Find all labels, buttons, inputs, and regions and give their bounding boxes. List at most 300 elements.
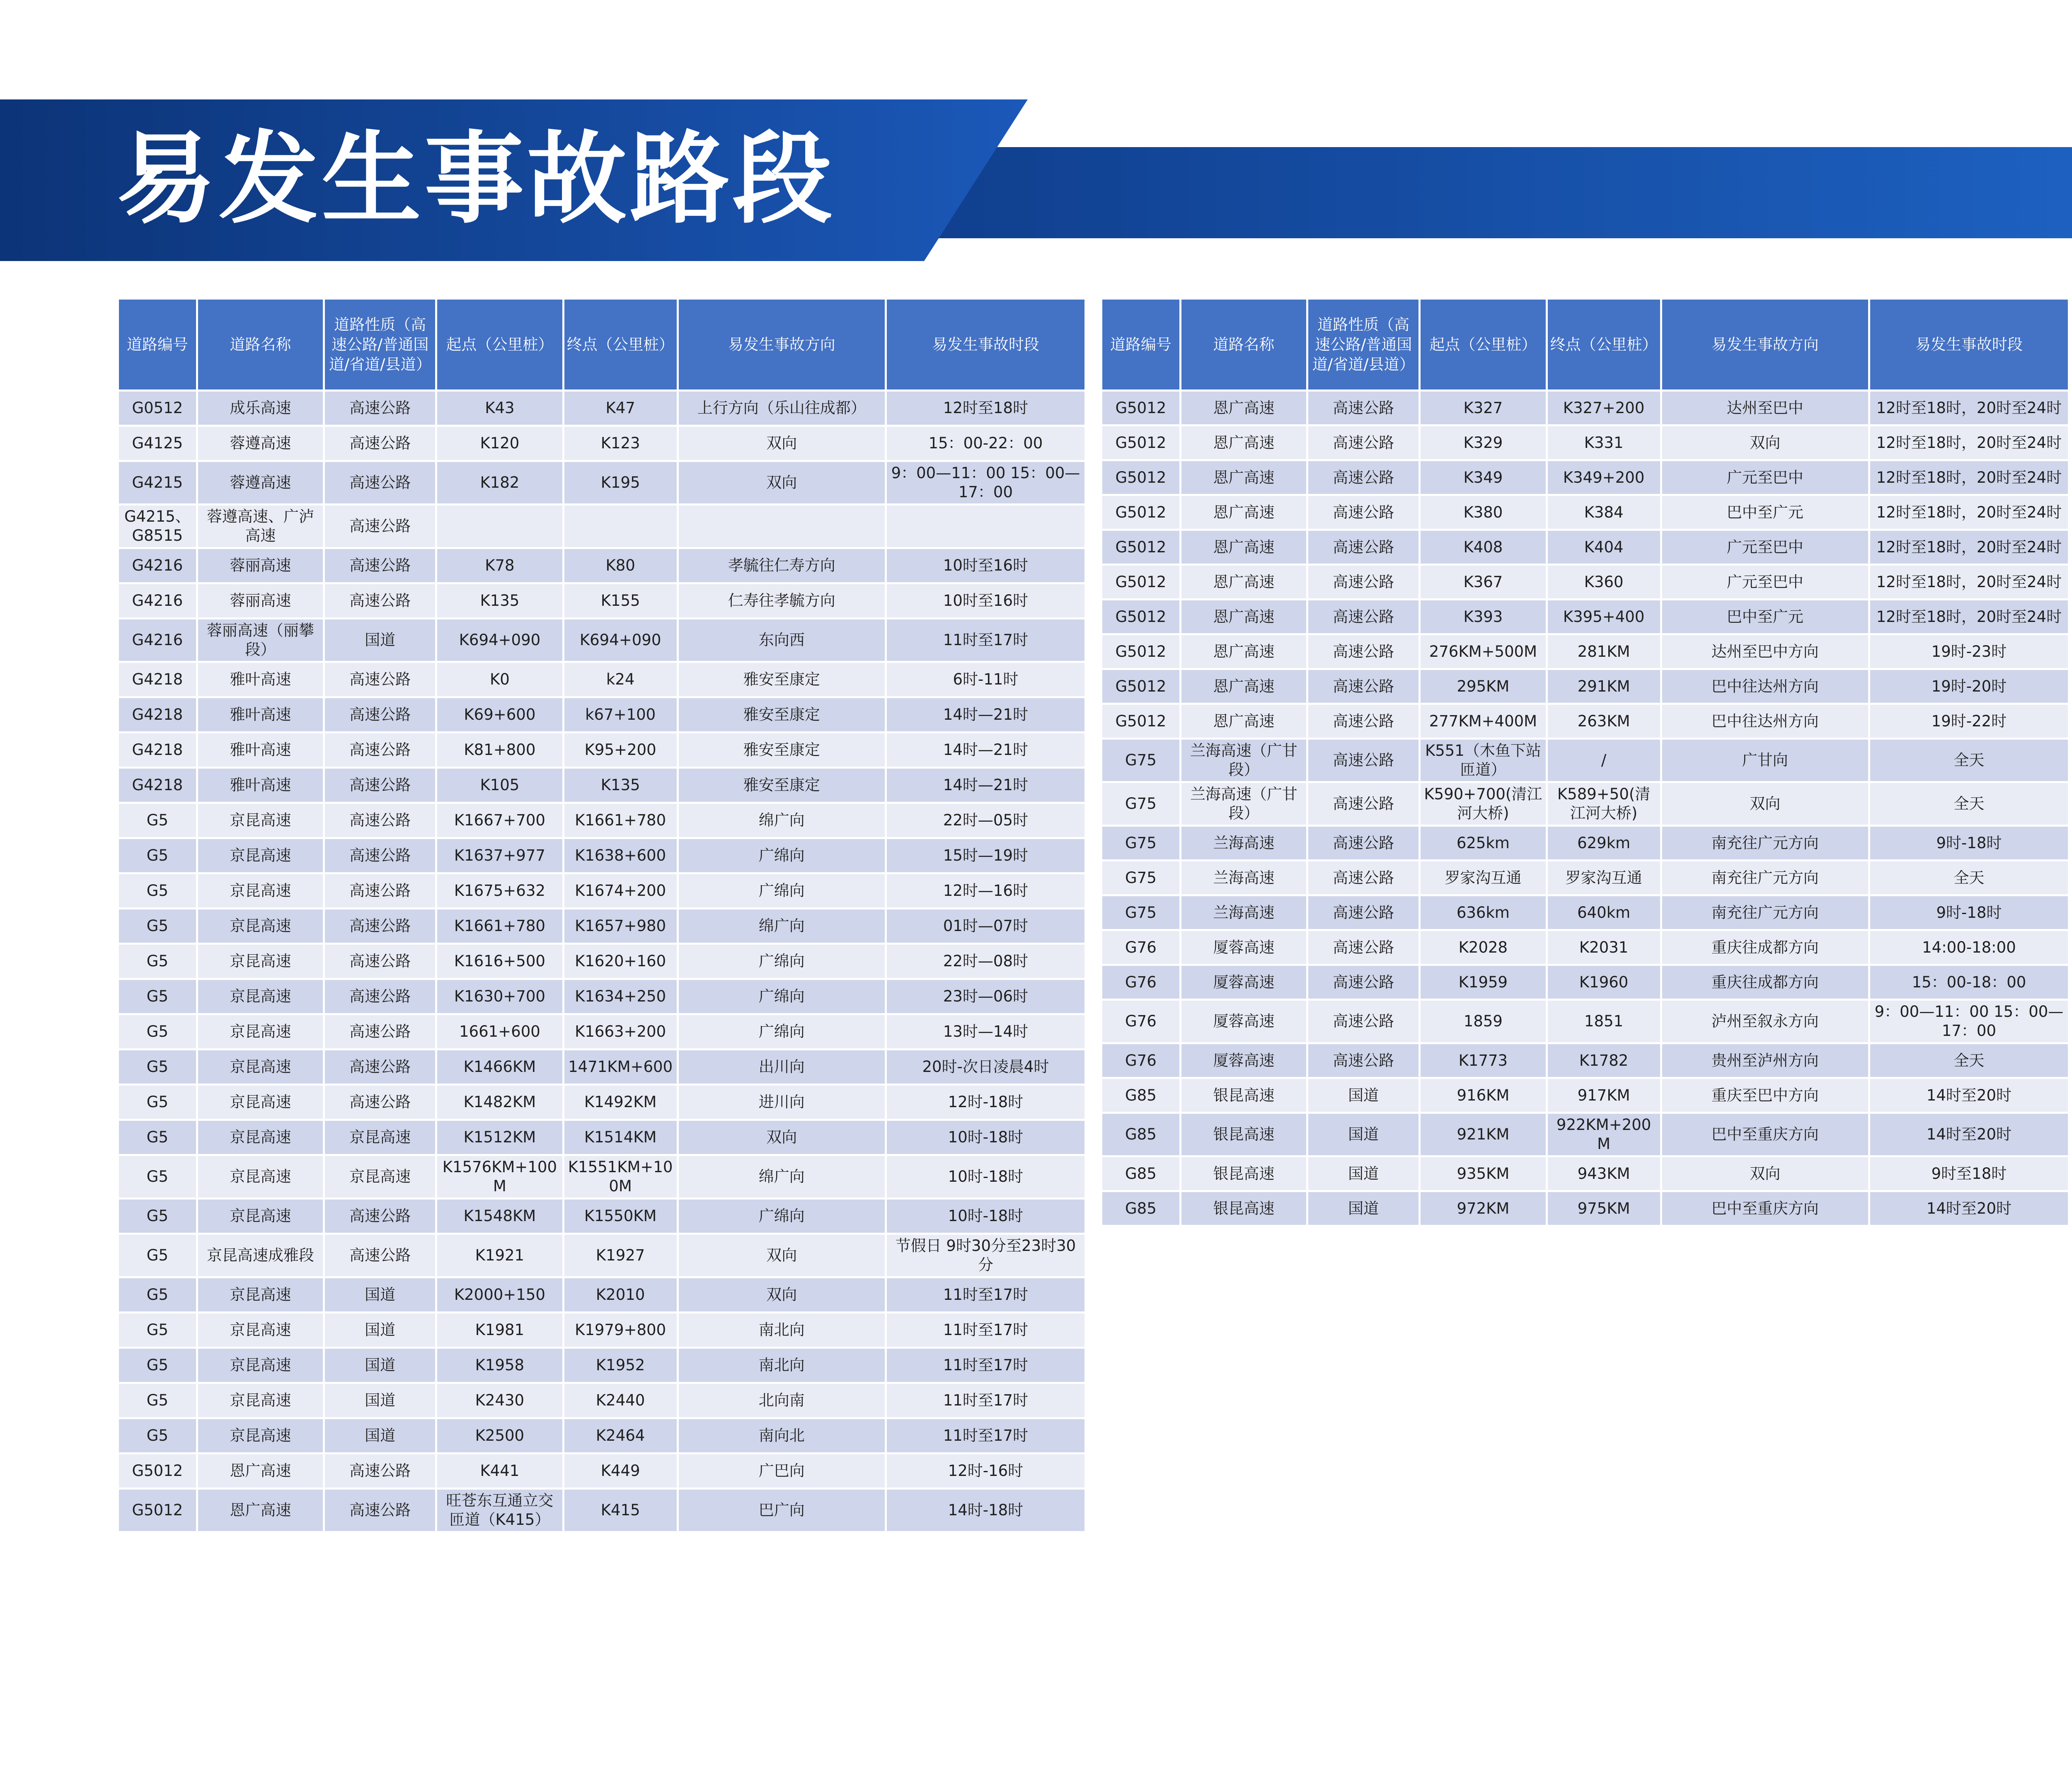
cell-accident-direction: 重庆往成都方向 [1662,931,1868,964]
cell-road-type: 高速公路 [1308,426,1418,459]
cell-road-code: G76 [1102,1001,1179,1042]
cell-end-stake: K1657+980 [564,910,677,943]
cell-road-code: G76 [1102,1044,1179,1077]
column-header-road-type: 道路性质（高速公路/普通国道/省道/县道） [325,300,435,389]
cell-road-name: 恩广高速 [1181,496,1306,529]
cell-road-type: 京昆高速 [325,1156,435,1197]
cell-accident-direction: 上行方向（乐山往成都） [679,392,885,425]
cell-accident-period: 10时至16时 [887,584,1084,617]
cell-end-stake: 975KM [1548,1192,1660,1225]
cell-accident-period: 22时—05时 [887,804,1084,837]
table-row [1102,1001,2068,1042]
cell-road-name: 银昆高速 [1181,1079,1306,1112]
cell-accident-direction: 南充往广元方向 [1662,861,1868,894]
cell-accident-period: 14时至20时 [1870,1114,2068,1155]
cell-accident-direction [679,506,885,547]
table-row [1102,966,2068,999]
cell-road-type: 高速公路 [325,1490,435,1531]
cell-end-stake: K2031 [1548,931,1660,964]
cell-road-code: G5 [119,1313,196,1347]
cell-road-type: 国道 [325,1313,435,1347]
table-row [1102,740,2068,781]
cell-road-name: 蓉丽高速 [198,584,323,617]
cell-accident-period: 11时至17时 [887,1384,1084,1417]
cell-road-type: 高速公路 [325,506,435,547]
cell-start-stake: K393 [1421,600,1545,633]
table-row [1102,670,2068,703]
cell-end-stake: K384 [1548,496,1660,529]
cell-road-code: G5012 [1102,705,1179,738]
cell-road-type: 高速公路 [325,769,435,802]
cell-road-type: 国道 [1308,1192,1418,1225]
cell-accident-period: 19时-23时 [1870,635,2068,668]
table-row [119,1490,1084,1531]
cell-road-name: 蓉遵高速 [198,462,323,503]
column-header-accident-period: 易发生事故时段 [887,300,1084,389]
cell-start-stake: K1981 [437,1313,562,1347]
cell-road-name: 京昆高速 [198,1419,323,1452]
cell-end-stake: K694+090 [564,619,677,661]
cell-accident-direction: 雅安至康定 [679,663,885,696]
cell-road-code: G5 [119,945,196,978]
cell-road-code: G5 [119,1086,196,1119]
cell-end-stake: K1674+200 [564,874,677,907]
cell-accident-direction: 广元至巴中 [1662,461,1868,494]
cell-accident-direction: 双向 [679,1121,885,1154]
table-row [1102,1157,2068,1190]
cell-road-type: 高速公路 [1308,496,1418,529]
table-row [119,874,1084,907]
cell-end-stake: 1471KM+600 [564,1050,677,1084]
cell-road-name: 京昆高速 [198,1156,323,1197]
cell-road-code: G75 [1102,896,1179,929]
table-row [1102,1044,2068,1077]
cell-end-stake: K1782 [1548,1044,1660,1077]
table-row [1102,705,2068,738]
cell-accident-direction: 广绵向 [679,1200,885,1233]
cell-accident-period: 23时—06时 [887,980,1084,1013]
cell-road-type: 国道 [325,1278,435,1311]
table-row [119,1313,1084,1347]
table-row [1102,600,2068,633]
cell-road-code: G5012 [1102,531,1179,564]
cell-accident-direction: 贵州至泸州方向 [1662,1044,1868,1077]
cell-start-stake: K81+800 [437,733,562,767]
cell-accident-period: 12时至18时，20时至24时 [1870,426,2068,459]
table-row [119,392,1084,425]
table-row [1102,426,2068,459]
cell-road-name: 恩广高速 [1181,635,1306,668]
cell-road-type: 高速公路 [325,804,435,837]
cell-road-code: G5 [119,1419,196,1452]
cell-end-stake: K1514KM [564,1121,677,1154]
cell-road-code: G85 [1102,1114,1179,1155]
cell-road-name: 京昆高速 [198,945,323,978]
table-row [1102,392,2068,424]
cell-start-stake: 276KM+500M [1421,635,1545,668]
cell-road-code: G5012 [1102,496,1179,529]
cell-road-code: G0512 [119,392,196,425]
table-row [119,1200,1084,1233]
cell-end-stake: 943KM [1548,1157,1660,1190]
cell-end-stake: 640km [1548,896,1660,929]
cell-road-name: 京昆高速 [198,1313,323,1347]
cell-road-code: G4216 [119,619,196,661]
cell-start-stake: K1773 [1421,1044,1545,1077]
cell-accident-direction: 雅安至康定 [679,769,885,802]
cell-road-type: 高速公路 [325,980,435,1013]
cell-end-stake: K360 [1548,566,1660,598]
cell-end-stake: K1492KM [564,1086,677,1119]
cell-road-type: 高速公路 [1308,1044,1418,1077]
cell-end-stake: K1960 [1548,966,1660,999]
cell-end-stake: K47 [564,392,677,425]
cell-road-code: G5012 [1102,670,1179,703]
cell-road-name: 恩广高速 [1181,531,1306,564]
table-row [119,1454,1084,1488]
cell-road-code: G5012 [119,1490,196,1531]
cell-accident-direction: 南向北 [679,1419,885,1452]
cell-road-type: 国道 [1308,1157,1418,1190]
cell-road-code: G4218 [119,769,196,802]
table-row [119,584,1084,617]
cell-start-stake: K1630+700 [437,980,562,1013]
banner-bar-right [928,147,2072,238]
cell-end-stake: K327+200 [1548,392,1660,424]
cell-accident-direction: 南充往广元方向 [1662,827,1868,859]
cell-accident-direction: 绵广向 [679,910,885,943]
cell-start-stake: K78 [437,549,562,582]
cell-start-stake: K694+090 [437,619,562,661]
cell-road-name: 雅叶高速 [198,663,323,696]
cell-road-type: 高速公路 [325,663,435,696]
cell-accident-period: 11时至17时 [887,619,1084,661]
cell-accident-period: 12时至18时，20时至24时 [1870,531,2068,564]
cell-road-type: 国道 [1308,1079,1418,1112]
cell-accident-period: 6时-11时 [887,663,1084,696]
cell-road-name: 雅叶高速 [198,769,323,802]
cell-road-name: 雅叶高速 [198,733,323,767]
table-row [1102,1114,2068,1155]
cell-road-type: 国道 [1308,1114,1418,1155]
cell-road-code: G4215 [119,462,196,503]
cell-accident-direction: 泸州至叙永方向 [1662,1001,1868,1042]
cell-start-stake: K329 [1421,426,1545,459]
cell-road-code: G4216 [119,584,196,617]
cell-road-type: 高速公路 [325,1454,435,1488]
cell-road-code: G4216 [119,549,196,582]
cell-start-stake: K1959 [1421,966,1545,999]
cell-end-stake [564,506,677,547]
cell-road-type: 高速公路 [325,549,435,582]
cell-accident-direction: 广绵向 [679,980,885,1013]
cell-road-name: 京昆高速 [198,910,323,943]
cell-accident-period: 14时至20时 [1870,1192,2068,1225]
cell-start-stake: 921KM [1421,1114,1545,1155]
cell-road-name: 恩广高速 [198,1454,323,1488]
column-header-road-type: 道路性质（高速公路/普通国道/省道/县道） [1308,300,1418,389]
cell-road-code: G75 [1102,827,1179,859]
cell-start-stake: K327 [1421,392,1545,424]
cell-road-code: G5 [119,1235,196,1276]
cell-road-name: 成乐高速 [198,392,323,425]
cell-start-stake: K1576KM+100M [437,1156,562,1197]
cell-accident-direction: 双向 [679,427,885,460]
cell-road-type: 国道 [325,1349,435,1382]
cell-end-stake: K95+200 [564,733,677,767]
cell-accident-direction: 北向南 [679,1384,885,1417]
cell-road-name: 恩广高速 [1181,670,1306,703]
table-row [119,1278,1084,1311]
cell-start-stake: 295KM [1421,670,1545,703]
cell-road-type: 高速公路 [1308,461,1418,494]
cell-road-code: G5012 [1102,566,1179,598]
cell-road-name: 京昆高速 [198,1050,323,1084]
cell-accident-direction: 双向 [679,1235,885,1276]
cell-accident-direction: 重庆往成都方向 [1662,966,1868,999]
cell-road-name: 厦蓉高速 [1181,966,1306,999]
cell-end-stake: K349+200 [1548,461,1660,494]
cell-road-type: 高速公路 [1308,531,1418,564]
cell-road-name: 京昆高速 [198,1200,323,1233]
table-row [1102,827,2068,859]
cell-road-type: 高速公路 [325,839,435,872]
cell-road-code: G5012 [1102,426,1179,459]
cell-accident-direction: 双向 [679,462,885,503]
cell-road-name: 恩广高速 [1181,461,1306,494]
cell-accident-direction: 南北向 [679,1313,885,1347]
cell-road-type: 高速公路 [1308,827,1418,859]
cell-start-stake: K43 [437,392,562,425]
cell-start-stake: K2500 [437,1419,562,1452]
table-row [119,549,1084,582]
cell-road-name: 厦蓉高速 [1181,1044,1306,1077]
table-row [119,698,1084,731]
cell-road-code: G4215、G8515 [119,506,196,547]
cell-end-stake: K404 [1548,531,1660,564]
cell-end-stake: / [1548,740,1660,781]
cell-accident-period: 12时至18时，20时至24时 [1870,600,2068,633]
cell-end-stake: K589+50(清江河大桥) [1548,783,1660,825]
cell-start-stake: K1482KM [437,1086,562,1119]
cell-start-stake: 1661+600 [437,1015,562,1048]
cell-start-stake: 罗家沟互通 [1421,861,1545,894]
cell-start-stake: K367 [1421,566,1545,598]
cell-accident-direction: 绵广向 [679,1156,885,1197]
cell-end-stake: K2010 [564,1278,677,1311]
cell-end-stake: K2440 [564,1384,677,1417]
cell-accident-period: 15时—19时 [887,839,1084,872]
table-row [119,506,1084,547]
cell-end-stake: K1550KM [564,1200,677,1233]
table-row [119,804,1084,837]
column-header-road-code: 道路编号 [119,300,196,389]
cell-accident-period: 12时至18时，20时至24时 [1870,392,2068,424]
cell-road-type: 高速公路 [325,1086,435,1119]
cell-accident-direction: 巴中至广元 [1662,600,1868,633]
cell-accident-direction: 双向 [1662,783,1868,825]
cell-road-code: G5012 [1102,392,1179,424]
cell-road-type: 高速公路 [325,733,435,767]
cell-road-name: 京昆高速 [198,839,323,872]
cell-accident-period: 14时—21时 [887,698,1084,731]
cell-end-stake: K1551KM+100M [564,1156,677,1197]
table-row [1102,531,2068,564]
cell-road-type: 高速公路 [325,427,435,460]
cell-accident-direction: 广绵向 [679,839,885,872]
cell-road-code: G5 [119,1015,196,1048]
cell-start-stake: K69+600 [437,698,562,731]
cell-road-type: 高速公路 [325,1200,435,1233]
table-row [119,1384,1084,1417]
cell-end-stake: K1634+250 [564,980,677,1013]
cell-end-stake: k24 [564,663,677,696]
road-table-left [117,298,1087,1533]
cell-start-stake: K1667+700 [437,804,562,837]
table-row [119,619,1084,661]
cell-accident-direction: 出川向 [679,1050,885,1084]
cell-end-stake: 281KM [1548,635,1660,668]
cell-start-stake: K182 [437,462,562,503]
cell-accident-direction: 巴中往达州方向 [1662,670,1868,703]
cell-start-stake: K1958 [437,1349,562,1382]
cell-end-stake: K1979+800 [564,1313,677,1347]
cell-start-stake: K380 [1421,496,1545,529]
cell-accident-period: 12时至18时，20时至24时 [1870,566,2068,598]
table-row [119,769,1084,802]
cell-start-stake: 625km [1421,827,1545,859]
table-row [119,1050,1084,1084]
cell-accident-period: 11时至17时 [887,1313,1084,1347]
table-row [119,945,1084,978]
cell-road-type: 高速公路 [1308,966,1418,999]
cell-road-code: G5012 [1102,600,1179,633]
cell-accident-period: 12时-16时 [887,1454,1084,1488]
column-header-accident-direction: 易发生事故方向 [1662,300,1868,389]
cell-road-type: 高速公路 [325,945,435,978]
cell-start-stake: K441 [437,1454,562,1488]
table-row [1102,635,2068,668]
cell-road-code: G5 [119,804,196,837]
table-row [1102,783,2068,825]
cell-accident-period: 9：00—11：00 15：00—17：00 [1870,1001,2068,1042]
cell-start-stake: K120 [437,427,562,460]
cell-accident-period [887,506,1084,547]
cell-accident-direction: 双向 [1662,426,1868,459]
cell-accident-direction: 广绵向 [679,945,885,978]
cell-accident-period: 12时至18时 [887,392,1084,425]
cell-road-code: G5 [119,980,196,1013]
table-row [1102,931,2068,964]
cell-accident-direction: 广绵向 [679,874,885,907]
cell-accident-period: 全天 [1870,783,2068,825]
cell-road-code: G4218 [119,733,196,767]
table-row [1102,896,2068,929]
cell-road-code: G5 [119,1121,196,1154]
cell-road-name: 京昆高速 [198,874,323,907]
table-row [1102,861,2068,894]
cell-road-type: 高速公路 [325,1235,435,1276]
cell-road-name: 京昆高速 [198,1121,323,1154]
cell-accident-direction: 双向 [1662,1157,1868,1190]
cell-accident-period: 全天 [1870,740,2068,781]
cell-road-name: 京昆高速 [198,1278,323,1311]
column-header-road-name: 道路名称 [198,300,323,389]
cell-road-type: 高速公路 [1308,931,1418,964]
cell-accident-direction: 巴广向 [679,1490,885,1531]
cell-accident-period: 14时—21时 [887,733,1084,767]
cell-road-name: 银昆高速 [1181,1114,1306,1155]
cell-accident-direction: 双向 [679,1278,885,1311]
cell-accident-period: 01时—07时 [887,910,1084,943]
cell-end-stake: K415 [564,1490,677,1531]
cell-road-name: 厦蓉高速 [1181,1001,1306,1042]
cell-road-type: 高速公路 [1308,896,1418,929]
cell-road-code: G75 [1102,783,1179,825]
cell-accident-period: 13时—14时 [887,1015,1084,1048]
cell-start-stake: 旺苍东互通立交匝道（K415） [437,1490,562,1531]
cell-accident-period: 15：00-18：00 [1870,966,2068,999]
cell-end-stake: K395+400 [1548,600,1660,633]
cell-road-type: 高速公路 [1308,670,1418,703]
cell-road-name: 蓉遵高速、广泸高速 [198,506,323,547]
cell-accident-period: 14时至20时 [1870,1079,2068,1112]
cell-start-stake: 277KM+400M [1421,705,1545,738]
cell-accident-period: 14:00-18:00 [1870,931,2068,964]
cell-accident-direction: 巴中至广元 [1662,496,1868,529]
cell-end-stake: K155 [564,584,677,617]
cell-accident-period: 12时—16时 [887,874,1084,907]
cell-road-type: 高速公路 [1308,861,1418,894]
column-header-end-stake: 终点（公里桩） [564,300,677,389]
table-row [1102,1192,2068,1225]
cell-start-stake: K1921 [437,1235,562,1276]
cell-start-stake: 972KM [1421,1192,1545,1225]
table-row [1102,566,2068,598]
table-row [1102,496,2068,529]
cell-start-stake: K1466KM [437,1050,562,1084]
cell-start-stake: K1661+780 [437,910,562,943]
cell-road-code: G4218 [119,663,196,696]
cell-end-stake: 1851 [1548,1001,1660,1042]
cell-accident-period: 14时-18时 [887,1490,1084,1531]
cell-accident-period: 9：00—11：00 15：00—17：00 [887,462,1084,503]
cell-accident-direction: 进川向 [679,1086,885,1119]
cell-road-code: G5 [119,874,196,907]
cell-road-name: 雅叶高速 [198,698,323,731]
cell-road-code: G85 [1102,1157,1179,1190]
cell-start-stake: 636km [1421,896,1545,929]
cell-road-code: G5 [119,1349,196,1382]
cell-end-stake: K449 [564,1454,677,1488]
cell-end-stake: K123 [564,427,677,460]
cell-road-name: 京昆高速 [198,1384,323,1417]
cell-road-name: 京昆高速 [198,980,323,1013]
cell-accident-direction: 达州至巴中 [1662,392,1868,424]
cell-start-stake: K1512KM [437,1121,562,1154]
cell-end-stake: 263KM [1548,705,1660,738]
cell-road-name: 蓉丽高速 [198,549,323,582]
cell-accident-direction: 广甘向 [1662,740,1868,781]
cell-end-stake: K195 [564,462,677,503]
cell-road-code: G5 [119,910,196,943]
cell-end-stake: K80 [564,549,677,582]
cell-road-code: G85 [1102,1192,1179,1225]
cell-accident-period: 12时至18时，20时至24时 [1870,496,2068,529]
table-row [119,733,1084,767]
cell-end-stake: K1620+160 [564,945,677,978]
cell-accident-direction: 孝毓往仁寿方向 [679,549,885,582]
